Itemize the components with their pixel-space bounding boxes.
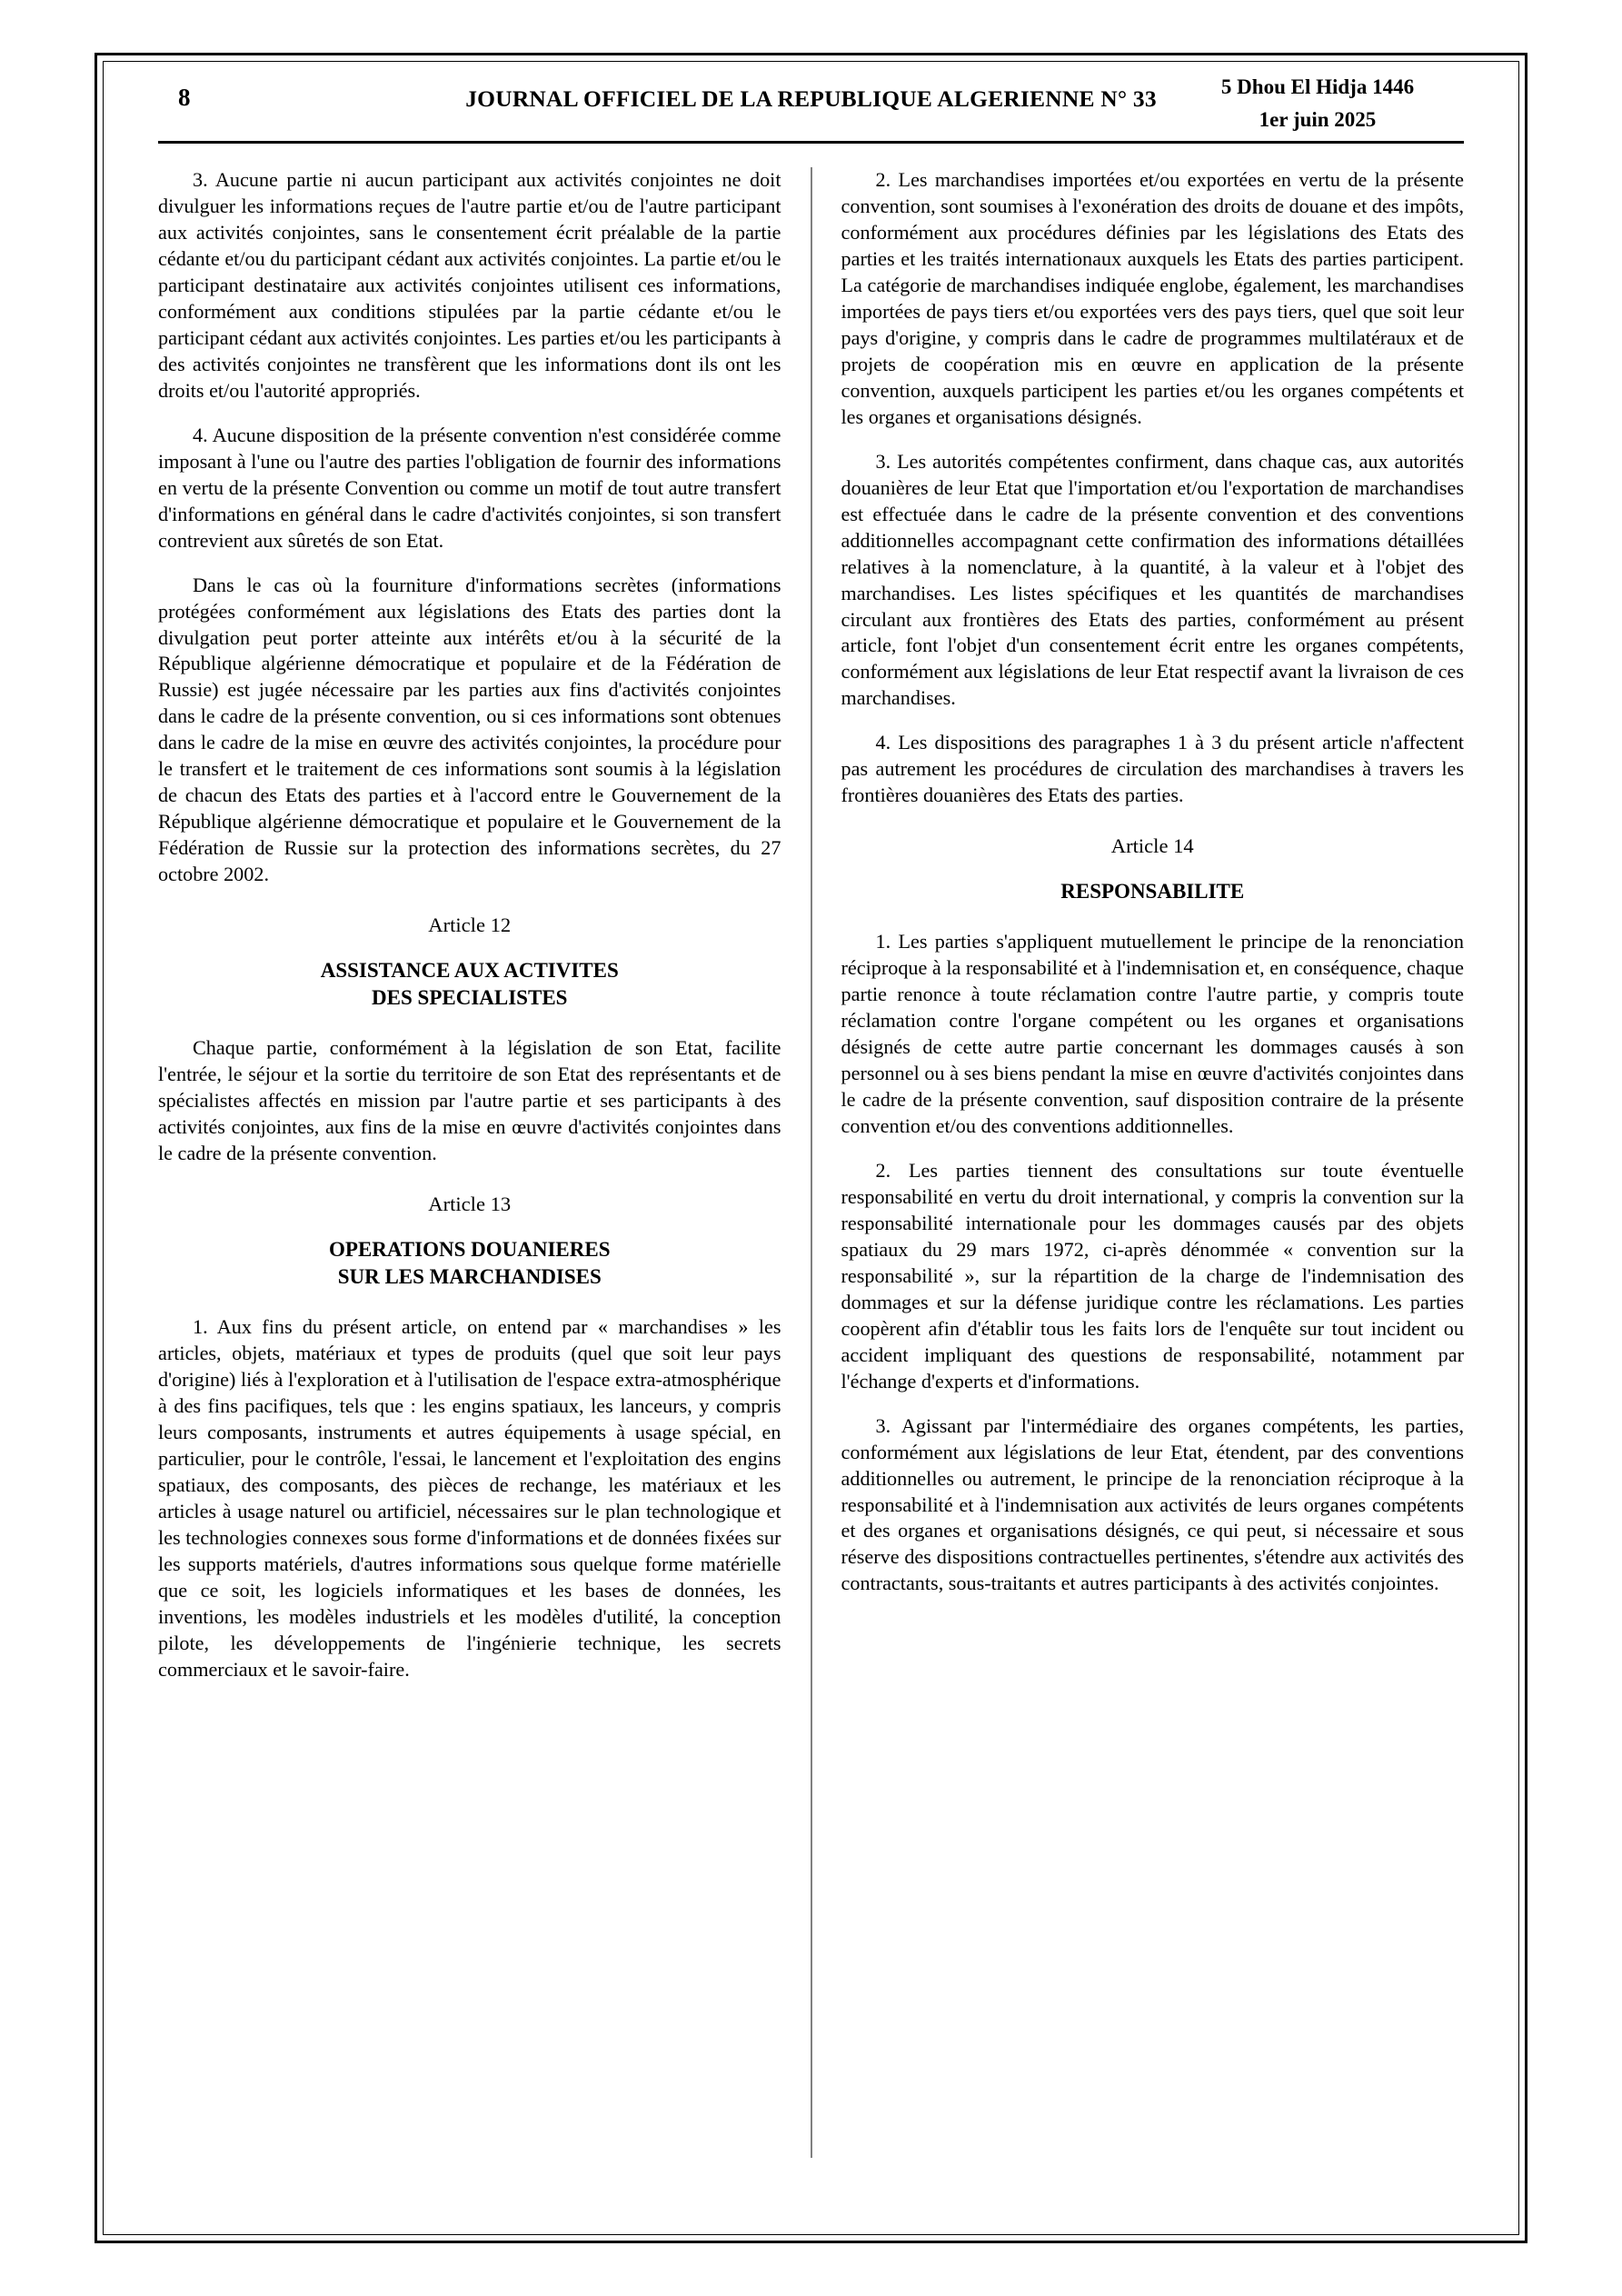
article-13-title	[158, 1236, 781, 1292]
paragraph: 2. Les parties tiennent des consultations sur toute éventuelle responsabilité en vertu du droit international, y compris la convention sur la responsabilité internationale pour les dommages causés par des objets spatiaux du 29 mars 1972, ci-après dénommée « convention sur la responsabilité », sur la répartition de la charge de l'indemnisation des dommages et sur la défense juridique contre les réclamations. Les parties coopèrent afin d'établir tous les faits lors de l'enquête sur tout incident ou accident impliquant des questions de responsabilité, notamment par l'échange d'experts et d'informations.	[841, 1158, 1464, 1393]
article-12-title	[158, 957, 781, 1013]
article-12-title-line1: ASSISTANCE AUX ACTIVITES	[320, 958, 619, 982]
page-number: 8	[178, 84, 191, 111]
paragraph: 1. Aux fins du présent article, on entend par « marchandises » les articles, objets, matériaux et types de produits (quel que soit leur pays d'origine) liés à l'exploration et à l'utilisation de l'espace extra-atmosphérique à des fins pacifiques, tels que : les engins spatiaux, les lanceurs, y compris leurs composants, instruments et autres équipements à usage spécial, en particulier, pour le contrôle, l'essai, le lancement et l'exploitation des engins spatiaux, des composants, des pièces de rechange, les matériaux et les articles à usage naturel ou artificiel, nécessaires sur le plan technologique et les technologies connexes sous forme d'informations et de données fixées sur les supports matériels, d'autres informations sous quelque forme matérielle que ce soit, les logiciels informatiques et les bases de données, les inventions, les modèles industriels et les modèles d'utilité, la conception pilote, les développements de l'ingénierie technique, les secrets commerciaux et le savoir-faire.	[158, 1315, 781, 1682]
left-column	[158, 167, 811, 2158]
paragraph: Chaque partie, conformément à la législation de son Etat, facilite l'entrée, le séjour et la sortie du territoire de son Etat des représentants et de spécialistes affectés en mission par l'autre partie et ses participants à des activités conjointes, aux fins de la mise en œuvre d'activités conjointes dans le cadre de la présente convention.	[158, 1036, 781, 1165]
article-13-title-line1: OPERATIONS DOUANIERES	[329, 1237, 611, 1261]
article-12-title-line2: DES SPECIALISTES	[372, 986, 568, 1010]
paragraph: 3. Agissant par l'intermédiaire des organes compétents, les parties, conformément aux législations de leur Etat, étendent, par des conventions additionnelles ou autrement, le principe de la renonciation réciproque à la responsabilité et à l'indemnisation aux activités de leurs organes compétents et des organes et organisations désignés, ce qui peut, si nécessaire et sous réserve des dispositions contractuelles pertinentes, s'étendre aux activités des contractants, sous-traitants et autres participants à des activités conjointes.	[841, 1413, 1464, 1595]
article-13-title-line2: SUR LES MARCHANDISES	[337, 1265, 602, 1289]
date-gregorian: 1er juin 2025	[1259, 107, 1377, 131]
article-14-label: Article 14	[1110, 834, 1194, 858]
header-date	[1186, 71, 1449, 135]
right-column	[811, 167, 1465, 2158]
article-14-title-line1: RESPONSABILITE	[1060, 879, 1245, 903]
paragraph: 3. Les autorités compétentes confirment, dans chaque cas, aux autorités douanières de leur Etat que l'importation et/ou l'exportation de marchandises est effectuée dans le cadre de la présente convention et des conventions additionnelles accompagnant cette confirmation des informations détaillées relatives à la nomenclature, à la quantité, à la valeur et à l'objet des marchandises. Les listes spécifiques et les quantités de marchandises circulant aux frontières des Etats des parties, conformément au présent article, font l'objet d'un consentement écrit entre les organes compétents, conformément aux législations de leur Etat respectif avant la livraison de ces marchandises.	[841, 449, 1464, 710]
paragraph: 1. Les parties s'appliquent mutuellement le principe de la renonciation réciproque à la responsabilité et à l'indemnisation et, en conséquence, chaque partie renonce à toute réclamation contre l'autre partie, y compris toute réclamation contre l'organe compétent ou les organes et organisations désignés de cette autre partie concernant les dommages causés à son personnel ou à ses biens pendant la mise en œuvre d'activités conjointes dans le cadre de la présente convention, sauf disposition contraire de la présente convention et/ou des conventions additionnelles.	[841, 930, 1464, 1137]
body-columns	[158, 167, 1464, 2158]
paragraph: 3. Aucune partie ni aucun participant aux activités conjointes ne doit divulguer les informations reçues de l'autre partie et/ou de l'autre participant aux activités conjointes, sans le consentement écrit préalable de la partie cédante et/ou du participant cédant aux activités conjointes. La partie et/ou le participant destinataire aux activités conjointes utilisent ces informations, conformément aux conditions stipulées par la partie cédante et/ou le participant cédant aux activités conjointes. Les parties et/ou les participants à des activités conjointes ne transfèrent que les informations dont ils ont les droits et/ou l'autorité appropriés.	[158, 168, 781, 402]
paragraph: 4. Aucune disposition de la présente convention n'est considérée comme imposant à l'une ou l'autre des parties l'obligation de fournir des informations en vertu de la présente Convention ou comme un motif de tout autre transfert d'informations en général dans le cadre d'activités conjointes, si son transfert contrevient aux sûretés de son Etat.	[158, 423, 781, 552]
article-14-title	[841, 878, 1465, 905]
paragraph: 4. Les dispositions des paragraphes 1 à 3 du présent article n'affectent pas autrement les procédures de circulation des marchandises à travers les frontières douanières des Etats des parties.	[841, 731, 1464, 807]
article-12-label: Article 12	[428, 913, 512, 937]
page-content	[158, 53, 1464, 2252]
paragraph: 2. Les marchandises importées et/ou exportées en vertu de la présente convention, sont soumises à l'exonération des droits de douane et des impôts, conformément aux procédures définies par les législations des Etats des parties et les traités internationaux auxquels les Etats des parties participent. La catégorie de marchandises indiquée englobe, également, les marchandises importées de pays tiers et/ou exportées vers des pays tiers, quel que soit leur pays d'origine, y compris dans le cadre de programmes multilatéraux et de projets de coopération mis en œuvre en application de la présente convention, auxquels participent les parties et/ou les organes compétents et les organes et organisations désignés.	[841, 168, 1464, 428]
journal-title: JOURNAL OFFICIEL DE LA REPUBLIQUE ALGERIENNE N° 33	[465, 85, 1157, 112]
page-header	[158, 64, 1464, 144]
article-13-label: Article 13	[428, 1193, 512, 1216]
paragraph: Dans le cas où la fourniture d'informations secrètes (informations protégées conformément aux législations des Etats des parties dont la divulgation peut porter atteinte aux intérêts et/ou à la sécurité de la République algérienne démocratique et populaire et de la Fédération de Russie) est jugée nécessaire par les parties aux fins d'activités conjointes dans le cadre de la présente convention, ou si ces informations sont obtenues dans le cadre de la mise en œuvre des activités conjointes, la procédure pour le transfert et le traitement de ces informations sont soumis à la législation de chacun des Etats des parties et à l'accord entre le Gouvernement de la République algérienne démocratique et populaire et le Gouvernement de la Fédération de Russie sur la protection des informations secrètes, du 27 octobre 2002.	[158, 573, 781, 886]
date-hijri: 5 Dhou El Hidja 1446	[1220, 75, 1415, 98]
